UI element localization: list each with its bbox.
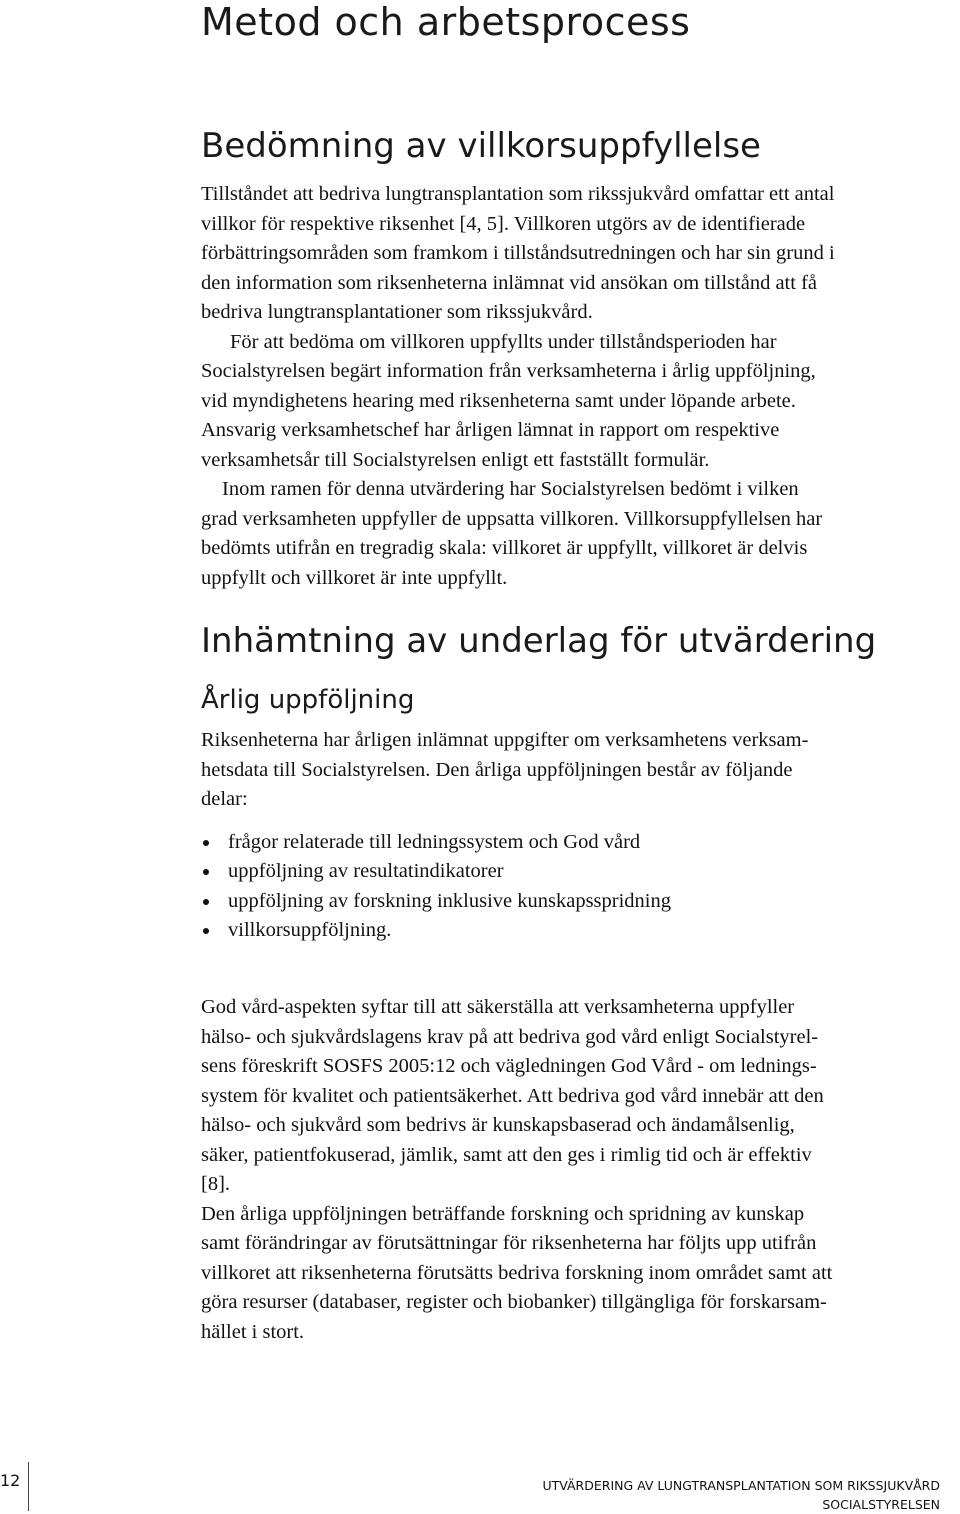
text-line: Ansvarig verksamhetschef har årligen lämnat in rapport om respektive: [201, 419, 780, 441]
text-line: säker, patientfokuserad, jämlik, samt att den ges i rimlig tid och är effektiv: [201, 1143, 812, 1166]
text-line: Tillståndet att bedriva lungtransplantation som rikssjukvård omfattar ett antal: [201, 183, 835, 205]
text-line: Inom ramen för denna utvärdering har Socialstyrelsen bedömt i vilken: [222, 478, 799, 500]
text-line: sens föreskrift SOSFS 2005:12 och vägledningen God Vård - om lednings-: [201, 1055, 817, 1077]
text-line: bedriva lungtransplantationer som rikssjukvård.: [201, 301, 593, 323]
text-line: [8].: [201, 1173, 231, 1195]
section-heading-inhamtning: Inhämtning av underlag för utvärdering: [201, 621, 877, 661]
section-body-bedomning: [201, 180, 960, 593]
footer-divider: [28, 1462, 29, 1511]
page-number: 12: [0, 1471, 21, 1490]
subheading-arlig-uppfoljning: Årlig uppföljning: [201, 685, 415, 715]
section-heading-bedomning: Bedömning av villkorsuppfyllelse: [201, 126, 761, 166]
list-item: uppföljning av forskning inklusive kunskapsspridning: [201, 887, 671, 916]
text-line: grad verksamheten uppfyller de uppsatta villkoren. Villkorsuppfyllelsen har: [201, 507, 823, 530]
intro-paragraph: [201, 726, 960, 815]
page-title: Metod och arbetsprocess: [201, 0, 691, 44]
text-line: uppfyllt och villkoret är inte uppfyllt.: [201, 566, 508, 589]
text-line: hället i stort.: [201, 1320, 305, 1343]
text-line: Riksenheterna har årligen inlämnat uppgifter om verksamhetens verksam-: [201, 729, 809, 751]
text-line: villkor för respektive riksenhet [4, 5]. Villkoren utgörs av de identifierade: [201, 212, 806, 235]
footer-report-title: UTVÄRDERING AV LUNGTRANSPLANTATION SOM RIKSSJUKVÅRD: [542, 1478, 940, 1493]
list-item: frågor relaterade till ledningssystem och God vård: [201, 828, 671, 857]
text-line: göra resurser (databaser, register och biobanker) tillgängliga för forskarsam-: [201, 1291, 827, 1313]
text-line: hälso- och sjukvård som bedrivs är kunskapsbaserad och ändamålsenlig,: [201, 1114, 795, 1136]
text-line: den information som riksenheterna inlämnat vid ansökan om tillstånd att få: [201, 271, 817, 294]
footer-running-title: [542, 1476, 940, 1514]
text-line: För att bedöma om villkoren uppfyllts under tillståndsperioden har: [230, 330, 777, 353]
body-paragraph: [201, 993, 960, 1347]
text-line: bedömts utifrån en tregradig skala: villkoret är uppfyllt, villkoret är delvis: [201, 537, 808, 559]
list-item: uppföljning av resultatindikatorer: [201, 857, 671, 886]
text-line: samt förändringar av förutsättningar för riksenheterna har följts upp utifrån: [201, 1232, 817, 1254]
text-line: Den årliga uppföljningen beträffande forskning och spridning av kunskap: [201, 1202, 805, 1225]
text-line: delar:: [201, 788, 248, 810]
text-line: Socialstyrelsen begärt information från verksamheterna i årlig uppföljning,: [201, 360, 816, 382]
text-line: hälso- och sjukvårdslagens krav på att bedriva god vård enligt Socialstyrel-: [201, 1025, 819, 1048]
text-line: vid myndighetens hearing med riksenheterna samt under löpande arbete.: [201, 389, 796, 412]
footer-publisher: SOCIALSTYRELSEN: [822, 1497, 940, 1512]
text-line: villkoret att riksenheterna förutsätts bedriva forskning inom området samt att: [201, 1261, 833, 1284]
text-line: förbättringsområden som framkom i tillståndsutredningen och har sin grund i: [201, 242, 835, 264]
text-line: verksamhetsår till Socialstyrelsen enligt ett fastställt formulär.: [201, 448, 710, 471]
list-item: villkorsuppföljning.: [201, 916, 671, 945]
text-line: hetsdata till Socialstyrelsen. Den årliga uppföljningen består av följande: [201, 758, 793, 781]
text-line: God vård-aspekten syftar till att säkerställa att verksamheterna uppfyller: [201, 996, 795, 1018]
text-line: system för kvalitet och patientsäkerhet. Att bedriva god vård innebär att den: [201, 1084, 824, 1107]
bullet-list: [201, 828, 671, 945]
